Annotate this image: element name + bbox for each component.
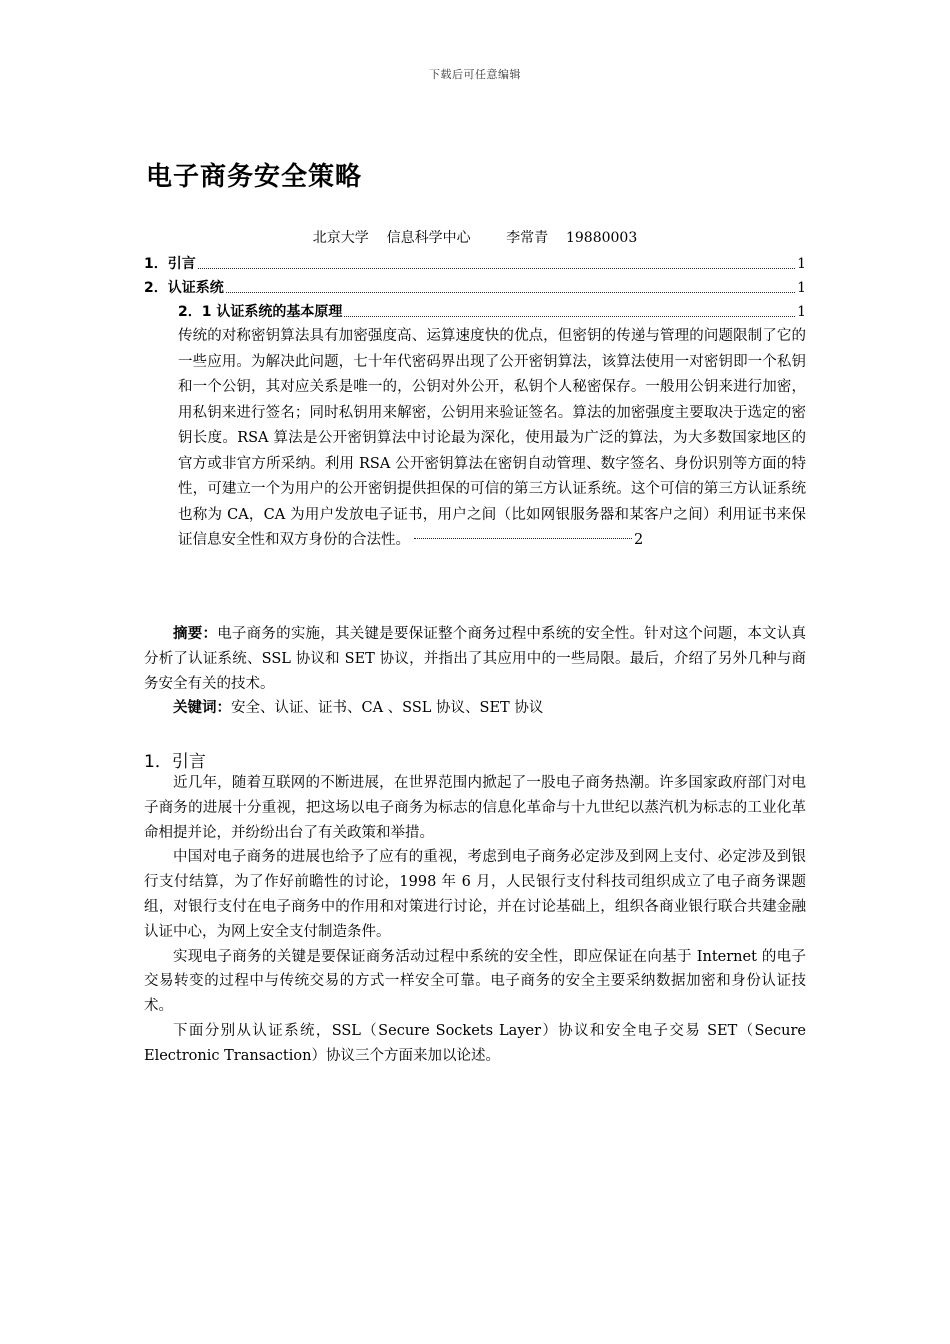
toc-entry-page: 1 bbox=[797, 280, 806, 296]
body-paragraph: 实现电子商务的关键是要保证商务活动过程中系统的安全性，即应保证在向基于 Internet 的电子交易转变的过程中与传统交易的方式一样安全可靠。电子商务的安全主要采纳数据加密和身份认证技术。 bbox=[144, 948, 806, 1015]
abstract-paragraph bbox=[144, 622, 806, 696]
body-paragraph: 中国对电子商务的进展也给予了应有的重视，考虑到电子商务必定涉及到网上支付、必定涉及到银行支付结算，为了作好前瞻性的讨论，1998 年 6 月，人民银行支付科技司组织成立了电子商务课题组，对银行支付在电子商务中的作用和对策进行讨论，并在讨论基础上，组织各商业银行联合共建金融认证中心，为网上安全支付制造条件。 bbox=[144, 849, 806, 940]
toc-entry-page: 1 bbox=[797, 304, 806, 320]
abstract-text: 电子商务的实施，其关键是要保证整个商务过程中系统的安全性。针对这个问题，本文认真分析了认证系统、SSL 协议和 SET 协议，并指出了其应用中的一些局限。最后，介绍了另外几种与商务安全有关的技术。 bbox=[144, 626, 807, 692]
toc-entry-paragraph[interactable] bbox=[178, 324, 806, 554]
header-note: 下载后可任意编辑 bbox=[429, 68, 521, 81]
toc-entry-label: 1．引言 bbox=[144, 256, 196, 272]
abstract-label: 摘要： bbox=[173, 626, 218, 642]
keywords-text: 安全、认证、证书、CA 、SSL 协议、SET 协议 bbox=[231, 700, 544, 717]
keywords-paragraph bbox=[144, 696, 806, 721]
keywords-label: 关键词： bbox=[173, 700, 231, 717]
toc-leader-dots bbox=[198, 268, 795, 269]
toc-leader-dots bbox=[414, 538, 632, 539]
toc-entry-auth-principle[interactable] bbox=[144, 300, 806, 324]
section-heading: 1．引言 bbox=[144, 752, 206, 772]
body-paragraph: 下面分别从认证系统，SSL（Secure Sockets Layer）协议和安全电子交易 SET（Secure Electronic Transaction）协议三个方面来加以论述。 bbox=[144, 1022, 806, 1064]
toc-entry-label: 2．1 认证系统的基本原理 bbox=[178, 304, 343, 320]
toc-entry-label: 2．认证系统 bbox=[144, 280, 224, 296]
toc-entry-page: 2 bbox=[634, 532, 644, 548]
abstract-block bbox=[144, 622, 806, 721]
toc-leader-dots bbox=[226, 292, 795, 293]
section-body bbox=[144, 771, 806, 1069]
document-title: 电子商务安全策略 bbox=[146, 162, 363, 192]
toc-leader-dots bbox=[344, 316, 795, 317]
toc-paragraph-text: 传统的对称密钥算法具有加密强度高、运算速度快的优点，但密钥的传递与管理的问题限制了它的一些应用。为解决此问题，七十年代密码界出现了公开密钥算法，该算法使用一对密钥即一个私钥和一个公钥，其对应关系是唯一的，公钥对外公开，私钥个人秘密保存。一般用公钥来进行加密，用私钥来进行签名；同时私钥用来解密，公钥用来验证签名。算法的加密强度主要取决于选定的密钥长度。RSA 算法是公开密钥算法中讨论最为深化，使用最为广泛的算法，为大多数国家地区的官方或非官方所采纳。利用 RSA 公开密钥算法在密钥自动管理、数字签名、身份识别等方面的特性，可建立一个为用户的公开密钥提供担保的可信的第三方认证系统。这个可信的第三方认证系统也称为 CA，CA 为用户发放电子证书，用户之间（比如网银服务器和某客户之间）利用证书来保证信息安全性和双方身份的合法性。 bbox=[178, 328, 806, 548]
table-of-contents bbox=[144, 252, 806, 554]
toc-entry-auth-system[interactable] bbox=[144, 276, 806, 300]
toc-entry-page: 1 bbox=[797, 256, 806, 272]
author-line: 北京大学 信息科学中心 李常青 19880003 bbox=[312, 230, 638, 246]
toc-entry-intro[interactable] bbox=[144, 252, 806, 276]
body-paragraph: 近几年，随着互联网的不断进展，在世界范围内掀起了一股电子商务热潮。许多国家政府部门对电子商务的进展十分重视，把这场以电子商务为标志的信息化革命与十九世纪以蒸汽机为标志的工业化革命相提并论，并纷纷出台了有关政策和举措。 bbox=[144, 775, 806, 841]
